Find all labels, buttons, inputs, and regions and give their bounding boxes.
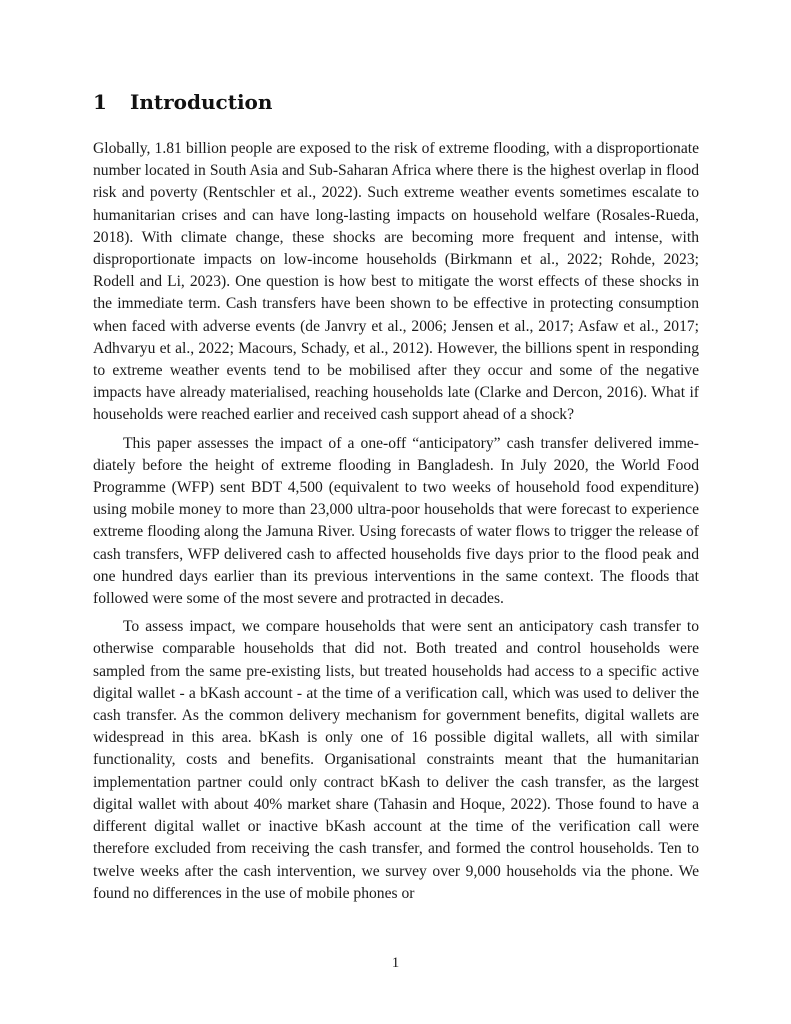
section-title: Introduction (130, 90, 273, 114)
section-heading (93, 86, 699, 118)
paragraph-3: To assess impact, we compare households that were sent an anticipatory cash transfer to otherwise comparable households that did not. Both treated and control households were sampled from the same pre-existing lists, but treated households had access to a specific active digital wallet - a bKash account - at the time of a verification call, which was used to deliver the cash transfer. As the common delivery mechanism for government benefits, digital wallets are widespread in this area. bKash is only one of 16 possible digital wallets, all with similar functionality, costs and benefits. Organisational constraints meant that the humanitarian implementation partner could only contract bKash to deliver the cash transfer, as the largest digital wallet with about 40% market share (Tahasin and Hoque, 2022). Those found to have a different digital wallet or inactive bKash account at the time of the verification call were therefore excluded from receiving the cash transfer, and formed the control households. Ten to twelve weeks after the cash intervention, we survey over 9,000 households via the phone. We found no differences in the use of mobile phones or (93, 618, 699, 902)
page-number: 1 (391, 955, 400, 971)
page-body (93, 86, 699, 905)
paragraph-1: Globally, 1.81 billion people are exposed to the risk of extreme flooding, with a disproportionate number located in South Asia and Sub-Saharan Africa where there is the highest overlap in flood risk and poverty (Rentschler et al., 2022). Such extreme weather events sometimes escalate to humanitarian crises and can have long-lasting impacts on household welfare (Rosales-Rueda, 2018). With climate change, these shocks are becoming more frequent and intense, with disproportionate impacts on low-income households (Birkmann et al., 2022; Rohde, 2023; Rodell and Li, 2023). One question is how best to mitigate the worst effects of these shocks in the immediate term. Cash transfers have been shown to be effective in protecting consumption when faced with adverse events (de Janvry et al., 2006; Jensen et al., 2017; Asfaw et al., 2017; Adhvaryu et al., 2022; Macours, Schady, et al., 2012). However, the billions spent in responding to extreme weather events tend to be mobilised after they occur and some of the negative impacts have already materialised, reaching households late (Clarke and Dercon, 2016). What if households were reached earlier and received cash support ahead of a shock? (93, 140, 699, 424)
paragraph-2: This paper assesses the impact of a one-off “anticipatory” cash transfer delivered immediately before the height of extreme flooding in Bangladesh. In July 2020, the World Food Programme (WFP) sent BDT 4,500 (equivalent to two weeks of household food expenditure) using mobile money to more than 23,000 ultra-poor households that were forecast to experience extreme flooding along the Jamuna River. Using forecasts of water flows to trigger the release of cash transfers, WFP delivered cash to affected households five days prior to the flood peak and one hundred days earlier than its previous interventions in the same context. The floods that followed were some of the most severe and protracted in decades. (93, 434, 699, 608)
section-number: 1 (93, 90, 107, 114)
